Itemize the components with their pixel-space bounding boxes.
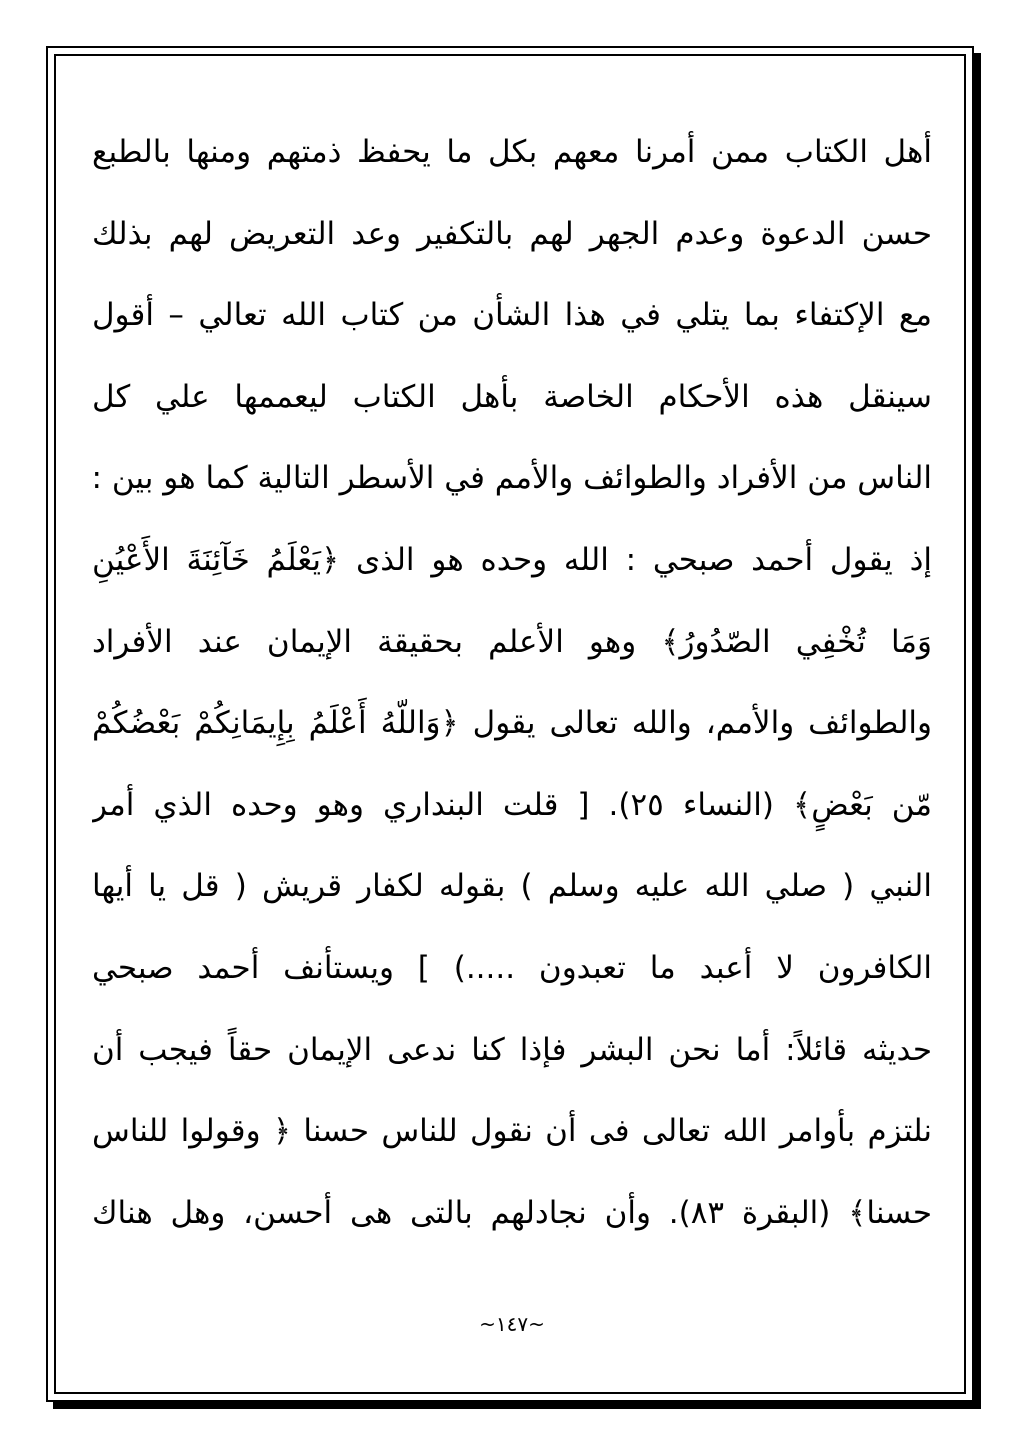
text-line-11: الكافرون لا أعبد ما تعبدون .....) ] ويستأنف أحمد صبحي	[92, 949, 932, 986]
text-line-2: حسن الدعوة وعدم الجهر لهم بالتكفير وعد التعريض لهم بذلك	[92, 215, 932, 252]
text-line-3: مع الإكتفاء بما يتلي في هذا الشأن من كتاب الله تعالي – أقول	[92, 297, 932, 334]
text-line-13: نلتزم بأوامر الله تعالى فى أن نقول للناس حسنا ﴿ وقولوا للناس	[92, 1113, 932, 1150]
text-line-8: والطوائف والأمم، والله تعالى يقول ﴿وَاللّهُ أَعْلَمُ بِإِيمَانِكُمْ بَعْضُكُمْ	[92, 705, 932, 742]
text-line-14: حسنا﴾ (البقرة ٨٣). وأن نجادلهم بالتى هى أحسن، وهل هناك	[92, 1194, 932, 1231]
page-number: ~١٤٧~	[479, 1312, 545, 1336]
text-line-10: النبي ( صلي الله عليه وسلم ) بقوله لكفار قريش ( قل يا أيها	[92, 868, 932, 905]
text-line-6: إذ يقول أحمد صبحي : الله وحده هو الذى ﴿يَعْلَمُ خَآئِنَةَ الأَعْيُنِ	[92, 541, 932, 578]
text-line-4: سينقل هذه الأحكام الخاصة بأهل الكتاب ليعممها علي كل	[92, 378, 932, 415]
text-line-12: حديثه قائلاً: أما نحن البشر فإذا كنا ندعى الإيمان حقاً فيجب أن	[92, 1031, 932, 1068]
text-line-1: أهل الكتاب ممن أمرنا معهم بكل ما يحفظ ذمتهم ومنها بالطبع	[92, 134, 932, 170]
body-text	[92, 112, 932, 1254]
text-line-9: مّن بَعْضٍ﴾ (النساء ٢٥). [ قلت البنداري وهو وحده الذي أمر	[92, 786, 932, 823]
text-line-5: الناس من الأفراد والطوائف والأمم في الأسطر التالية كما هو بين :	[92, 460, 932, 497]
text-line-7: وَمَا تُخْفِي الصّدُورُ﴾ وهو الأعلم بحقيقة الإيمان عند الأفراد	[92, 623, 932, 660]
